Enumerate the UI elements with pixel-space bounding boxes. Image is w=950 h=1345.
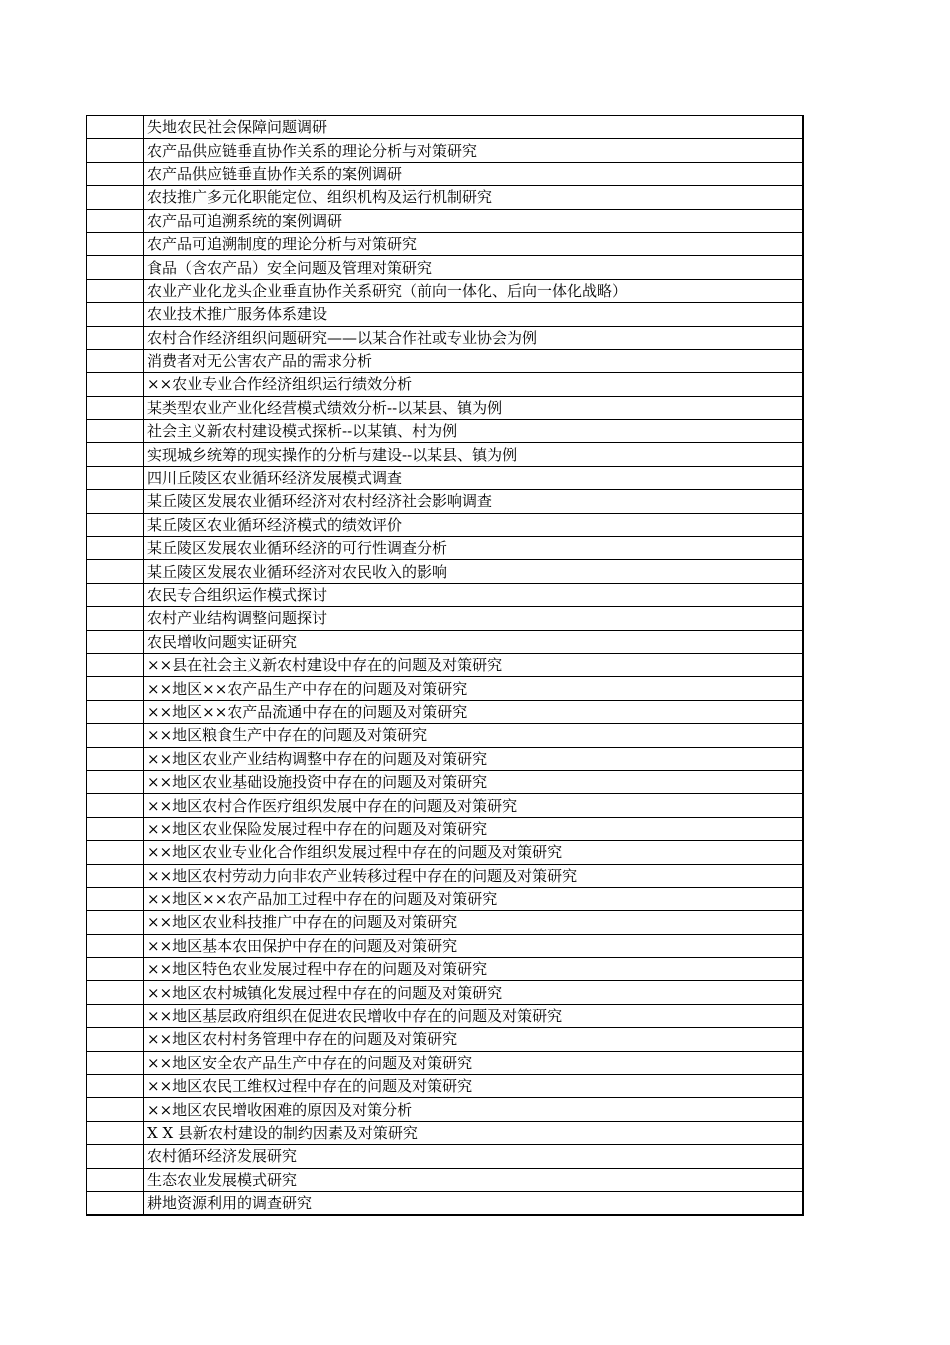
table-row bbox=[87, 1051, 804, 1074]
topic-title-cell: 某丘陵区发展农业循环经济的可行性调查分析 bbox=[144, 537, 804, 560]
table-row bbox=[87, 349, 804, 372]
table-row bbox=[87, 747, 804, 770]
table-row bbox=[87, 162, 804, 185]
table-row bbox=[87, 279, 804, 302]
row-number-cell bbox=[87, 653, 144, 676]
table-row bbox=[87, 1004, 804, 1027]
row-number-cell bbox=[87, 326, 144, 349]
topic-table-body bbox=[87, 116, 804, 1216]
topic-title-cell: ××地区农民工维权过程中存在的问题及对策研究 bbox=[144, 1075, 804, 1098]
table-row bbox=[87, 677, 804, 700]
topic-title-cell: ××地区粮食生产中存在的问题及对策研究 bbox=[144, 724, 804, 747]
table-row bbox=[87, 116, 804, 139]
topic-title-cell: ××地区农业产业结构调整中存在的问题及对策研究 bbox=[144, 747, 804, 770]
table-row bbox=[87, 139, 804, 162]
row-number-cell bbox=[87, 490, 144, 513]
row-number-cell bbox=[87, 1051, 144, 1074]
row-number-cell bbox=[87, 349, 144, 372]
topic-title-cell: 农产品供应链垂直协作关系的理论分析与对策研究 bbox=[144, 139, 804, 162]
topic-title-cell: ××地区农村城镇化发展过程中存在的问题及对策研究 bbox=[144, 981, 804, 1004]
table-row bbox=[87, 490, 804, 513]
topic-title-cell: 农业技术推广服务体系建设 bbox=[144, 303, 804, 326]
topic-title-cell: 消费者对无公害农产品的需求分析 bbox=[144, 349, 804, 372]
topic-title-cell: ××地区××农产品生产中存在的问题及对策研究 bbox=[144, 677, 804, 700]
table-row bbox=[87, 537, 804, 560]
table-row bbox=[87, 887, 804, 910]
row-number-cell bbox=[87, 817, 144, 840]
table-row bbox=[87, 700, 804, 723]
row-number-cell bbox=[87, 1145, 144, 1168]
topic-title-cell: 生态农业发展模式研究 bbox=[144, 1168, 804, 1191]
topic-title-cell: ××地区基本农田保护中存在的问题及对策研究 bbox=[144, 934, 804, 957]
topic-title-cell: ××地区农业保险发展过程中存在的问题及对策研究 bbox=[144, 817, 804, 840]
row-number-cell bbox=[87, 116, 144, 139]
table-row bbox=[87, 583, 804, 606]
table-row bbox=[87, 186, 804, 209]
table-row bbox=[87, 256, 804, 279]
topic-title-cell: ××农业专业合作经济组织运行绩效分析 bbox=[144, 373, 804, 396]
topic-title-cell: ××县在社会主义新农村建设中存在的问题及对策研究 bbox=[144, 653, 804, 676]
topic-title-cell: 耕地资源利用的调查研究 bbox=[144, 1191, 804, 1215]
table-row bbox=[87, 1168, 804, 1191]
row-number-cell bbox=[87, 279, 144, 302]
table-row bbox=[87, 560, 804, 583]
topic-title-cell: ××地区安全农产品生产中存在的问题及对策研究 bbox=[144, 1051, 804, 1074]
table-row bbox=[87, 934, 804, 957]
row-number-cell bbox=[87, 232, 144, 255]
topic-title-cell: 某丘陵区发展农业循环经济对农村经济社会影响调查 bbox=[144, 490, 804, 513]
row-number-cell bbox=[87, 443, 144, 466]
topic-title-cell: X X 县新农村建设的制约因素及对策研究 bbox=[144, 1121, 804, 1144]
topic-title-cell: 农村循环经济发展研究 bbox=[144, 1145, 804, 1168]
table-row bbox=[87, 630, 804, 653]
table-row bbox=[87, 420, 804, 443]
row-number-cell bbox=[87, 420, 144, 443]
row-number-cell bbox=[87, 841, 144, 864]
topic-title-cell: 失地农民社会保障问题调研 bbox=[144, 116, 804, 139]
table-row bbox=[87, 232, 804, 255]
row-number-cell bbox=[87, 981, 144, 1004]
topic-title-cell: 农村产业结构调整问题探讨 bbox=[144, 607, 804, 630]
table-row bbox=[87, 303, 804, 326]
table-row bbox=[87, 396, 804, 419]
topic-title-cell: ××地区农民增收困难的原因及对策分析 bbox=[144, 1098, 804, 1121]
table-row bbox=[87, 864, 804, 887]
topic-title-cell: 农产品可追溯制度的理论分析与对策研究 bbox=[144, 232, 804, 255]
row-number-cell bbox=[87, 747, 144, 770]
topic-title-cell: 农民专合组织运作模式探讨 bbox=[144, 583, 804, 606]
topic-title-cell: 四川丘陵区农业循环经济发展模式调查 bbox=[144, 466, 804, 489]
row-number-cell bbox=[87, 724, 144, 747]
row-number-cell bbox=[87, 537, 144, 560]
topic-title-cell: 农产品可追溯系统的案例调研 bbox=[144, 209, 804, 232]
topic-title-cell: ××地区农业科技推广中存在的问题及对策研究 bbox=[144, 911, 804, 934]
table-row bbox=[87, 724, 804, 747]
row-number-cell bbox=[87, 630, 144, 653]
row-number-cell bbox=[87, 770, 144, 793]
topic-title-cell: 食品（含农产品）安全问题及管理对策研究 bbox=[144, 256, 804, 279]
table-row bbox=[87, 1121, 804, 1144]
table-row bbox=[87, 770, 804, 793]
row-number-cell bbox=[87, 1098, 144, 1121]
row-number-cell bbox=[87, 864, 144, 887]
row-number-cell bbox=[87, 607, 144, 630]
topic-title-cell: ××地区××农产品流通中存在的问题及对策研究 bbox=[144, 700, 804, 723]
topic-title-cell: ××地区农村合作医疗组织发展中存在的问题及对策研究 bbox=[144, 794, 804, 817]
row-number-cell bbox=[87, 1121, 144, 1144]
table-row bbox=[87, 1075, 804, 1098]
row-number-cell bbox=[87, 162, 144, 185]
table-row bbox=[87, 373, 804, 396]
topic-title-cell: ××地区农业基础设施投资中存在的问题及对策研究 bbox=[144, 770, 804, 793]
topic-title-cell: ××地区××农产品加工过程中存在的问题及对策研究 bbox=[144, 887, 804, 910]
topic-title-cell: ××地区特色农业发展过程中存在的问题及对策研究 bbox=[144, 958, 804, 981]
row-number-cell bbox=[87, 396, 144, 419]
row-number-cell bbox=[87, 911, 144, 934]
topic-title-cell: 农民增收问题实证研究 bbox=[144, 630, 804, 653]
table-row bbox=[87, 911, 804, 934]
row-number-cell bbox=[87, 560, 144, 583]
table-row bbox=[87, 653, 804, 676]
row-number-cell bbox=[87, 256, 144, 279]
row-number-cell bbox=[87, 794, 144, 817]
table-row bbox=[87, 513, 804, 536]
topic-title-cell: ××地区农村村务管理中存在的问题及对策研究 bbox=[144, 1028, 804, 1051]
topic-title-cell: 社会主义新农村建设模式探析--以某镇、村为例 bbox=[144, 420, 804, 443]
table-row bbox=[87, 1098, 804, 1121]
topic-table bbox=[86, 115, 804, 1216]
table-row bbox=[87, 817, 804, 840]
table-row bbox=[87, 607, 804, 630]
table-row bbox=[87, 209, 804, 232]
topic-title-cell: 农技推广多元化职能定位、组织机构及运行机制研究 bbox=[144, 186, 804, 209]
table-row bbox=[87, 443, 804, 466]
topic-title-cell: ××地区农村劳动力向非农产业转移过程中存在的问题及对策研究 bbox=[144, 864, 804, 887]
table-row bbox=[87, 326, 804, 349]
row-number-cell bbox=[87, 1004, 144, 1027]
table-row bbox=[87, 981, 804, 1004]
row-number-cell bbox=[87, 700, 144, 723]
table-row bbox=[87, 1191, 804, 1215]
topic-title-cell: 某丘陵区农业循环经济模式的绩效评价 bbox=[144, 513, 804, 536]
topic-title-cell: 实现城乡统筹的现实操作的分析与建设--以某县、镇为例 bbox=[144, 443, 804, 466]
row-number-cell bbox=[87, 887, 144, 910]
row-number-cell bbox=[87, 303, 144, 326]
row-number-cell bbox=[87, 186, 144, 209]
row-number-cell bbox=[87, 958, 144, 981]
row-number-cell bbox=[87, 583, 144, 606]
row-number-cell bbox=[87, 1191, 144, 1215]
row-number-cell bbox=[87, 209, 144, 232]
row-number-cell bbox=[87, 373, 144, 396]
table-row bbox=[87, 1145, 804, 1168]
topic-title-cell: 某丘陵区发展农业循环经济对农民收入的影响 bbox=[144, 560, 804, 583]
row-number-cell bbox=[87, 1028, 144, 1051]
row-number-cell bbox=[87, 1075, 144, 1098]
topic-title-cell: 某类型农业产业化经营模式绩效分析--以某县、镇为例 bbox=[144, 396, 804, 419]
row-number-cell bbox=[87, 466, 144, 489]
table-row bbox=[87, 841, 804, 864]
table-row bbox=[87, 958, 804, 981]
row-number-cell bbox=[87, 139, 144, 162]
row-number-cell bbox=[87, 934, 144, 957]
topic-title-cell: 农产品供应链垂直协作关系的案例调研 bbox=[144, 162, 804, 185]
row-number-cell bbox=[87, 1168, 144, 1191]
topic-title-cell: 农村合作经济组织问题研究——以某合作社或专业协会为例 bbox=[144, 326, 804, 349]
table-row bbox=[87, 794, 804, 817]
topic-title-cell: 农业产业化龙头企业垂直协作关系研究（前向一体化、后向一体化战略） bbox=[144, 279, 804, 302]
table-row bbox=[87, 1028, 804, 1051]
topic-title-cell: ××地区农业专业化合作组织发展过程中存在的问题及对策研究 bbox=[144, 841, 804, 864]
row-number-cell bbox=[87, 513, 144, 536]
row-number-cell bbox=[87, 677, 144, 700]
topic-title-cell: ××地区基层政府组织在促进农民增收中存在的问题及对策研究 bbox=[144, 1004, 804, 1027]
table-row bbox=[87, 466, 804, 489]
